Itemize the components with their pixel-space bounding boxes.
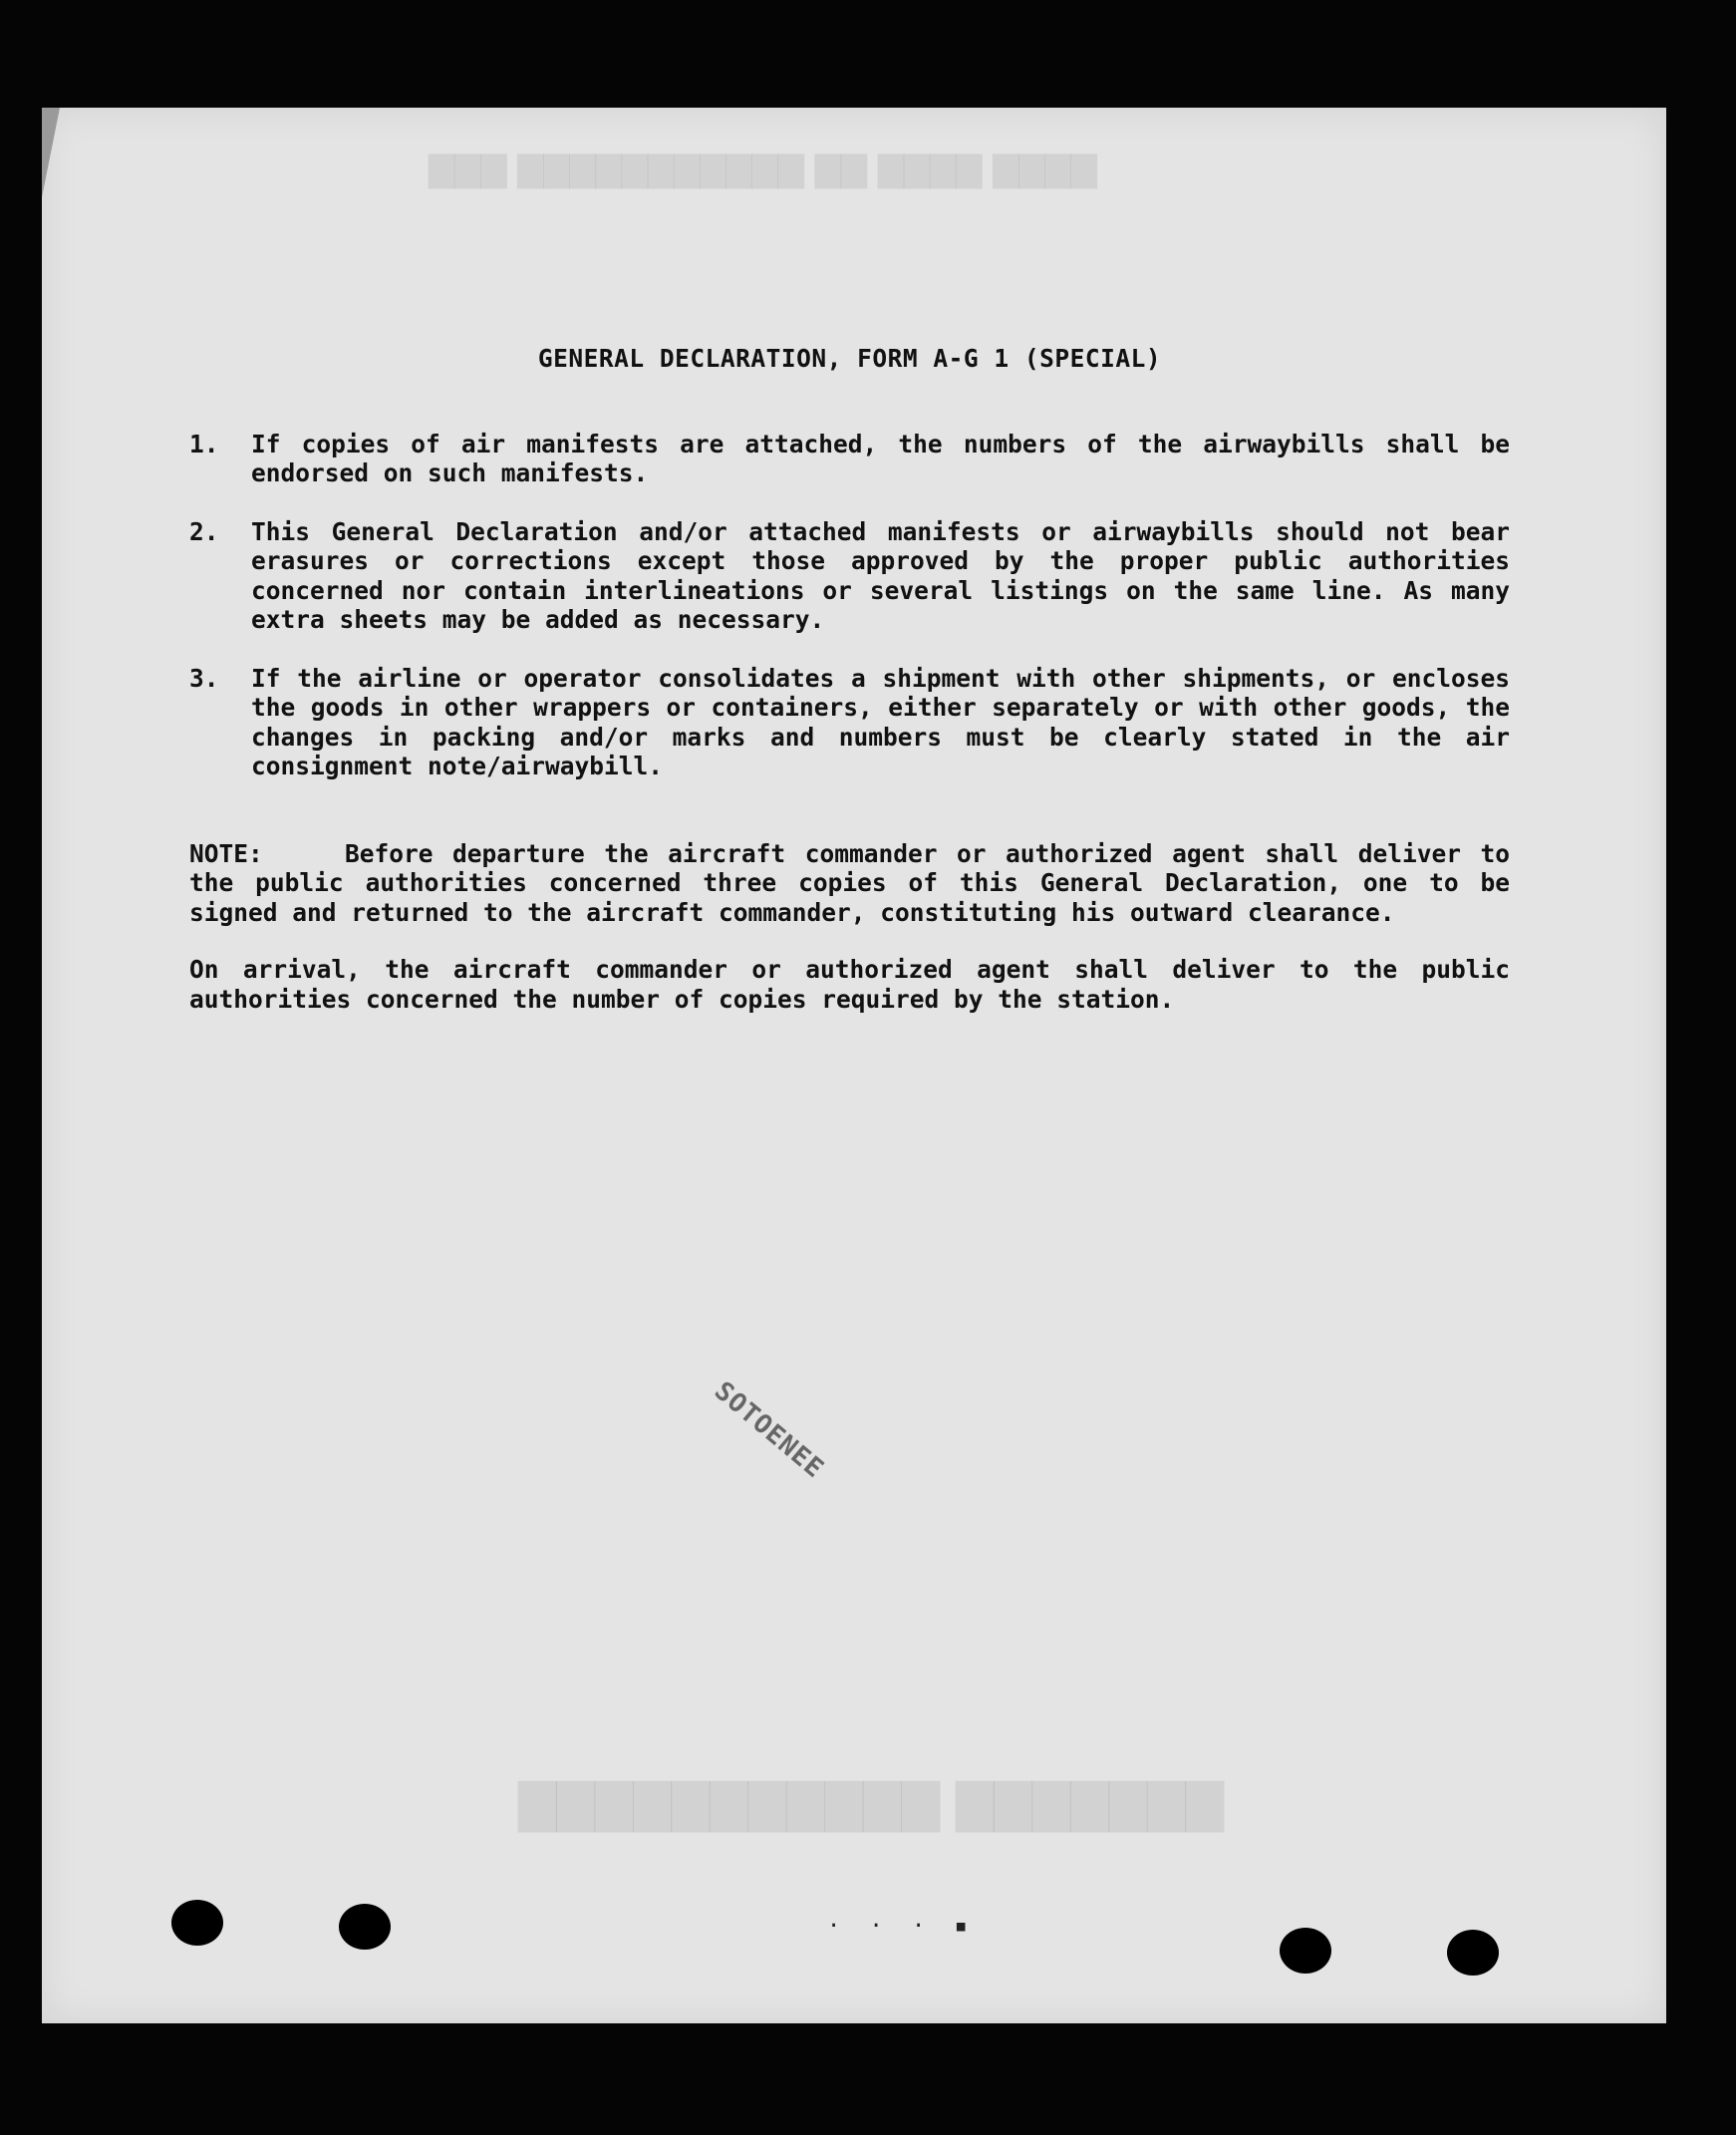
arrival-paragraph: On arrival, the aircraft commander or authorized agent shall deliver to the public authorities concerned the number of copies required by the station.: [189, 955, 1510, 1014]
item-number: 2.: [189, 516, 219, 546]
scan-speckles: · · · ▪: [827, 1914, 976, 1939]
item-number: 1.: [189, 429, 219, 458]
note-label: NOTE:: [189, 838, 263, 868]
document-title: GENERAL DECLARATION, FORM A-G 1 (SPECIAL): [537, 344, 1162, 373]
note-text: Before departure the aircraft commander or authorized agent shall deliver to the public authorities concerned three copies of this General Declaration, one to be signed and returned to the aircraft commander, constituting his outward clearance.: [189, 838, 1510, 927]
item-text: This General Declaration and/or attached manifests or airwaybills should not bear erasures or corrections except those approved by the proper public authorities concerned nor contain interlineations or several listings on the same line. As many extra sheets may be added as necessary.: [251, 516, 1510, 634]
ink-stamp: SOTOENEE: [708, 1375, 830, 1485]
bleed-through-heading-lower: ▇▇▇▇▇▇▇ ▇▇▇▇▇▇▇▇▇▇▇: [518, 1774, 1225, 1832]
note-paragraph: [189, 839, 1510, 928]
punch-hole: [1447, 1930, 1499, 1976]
item-text: If the airline or operator consolidates a shipment with other shipments, or encloses the goods in other wrappers or containers, either separately or with other goods, the changes in packing and/or marks and numbers must be clearly stated in the air consignment note/airwaybill.: [251, 663, 1510, 780]
instruction-item: [189, 517, 1510, 635]
instruction-item: [189, 430, 1510, 488]
document-body: [189, 344, 1510, 1014]
item-number: 3.: [189, 663, 219, 693]
bleed-through-heading: ▇▇▇▇ ▇▇▇▇ ▇▇ ▇▇▇▇▇▇▇▇▇▇▇ ▇▇▇: [429, 150, 1097, 189]
punch-hole: [1280, 1928, 1331, 1974]
punch-hole: [339, 1904, 391, 1950]
item-text: If copies of air manifests are attached, the numbers of the airwaybills shall be endorsed on such manifests.: [251, 429, 1510, 487]
punch-hole: [171, 1900, 223, 1946]
instruction-item: [189, 664, 1510, 781]
page-fold-corner: [42, 108, 60, 197]
